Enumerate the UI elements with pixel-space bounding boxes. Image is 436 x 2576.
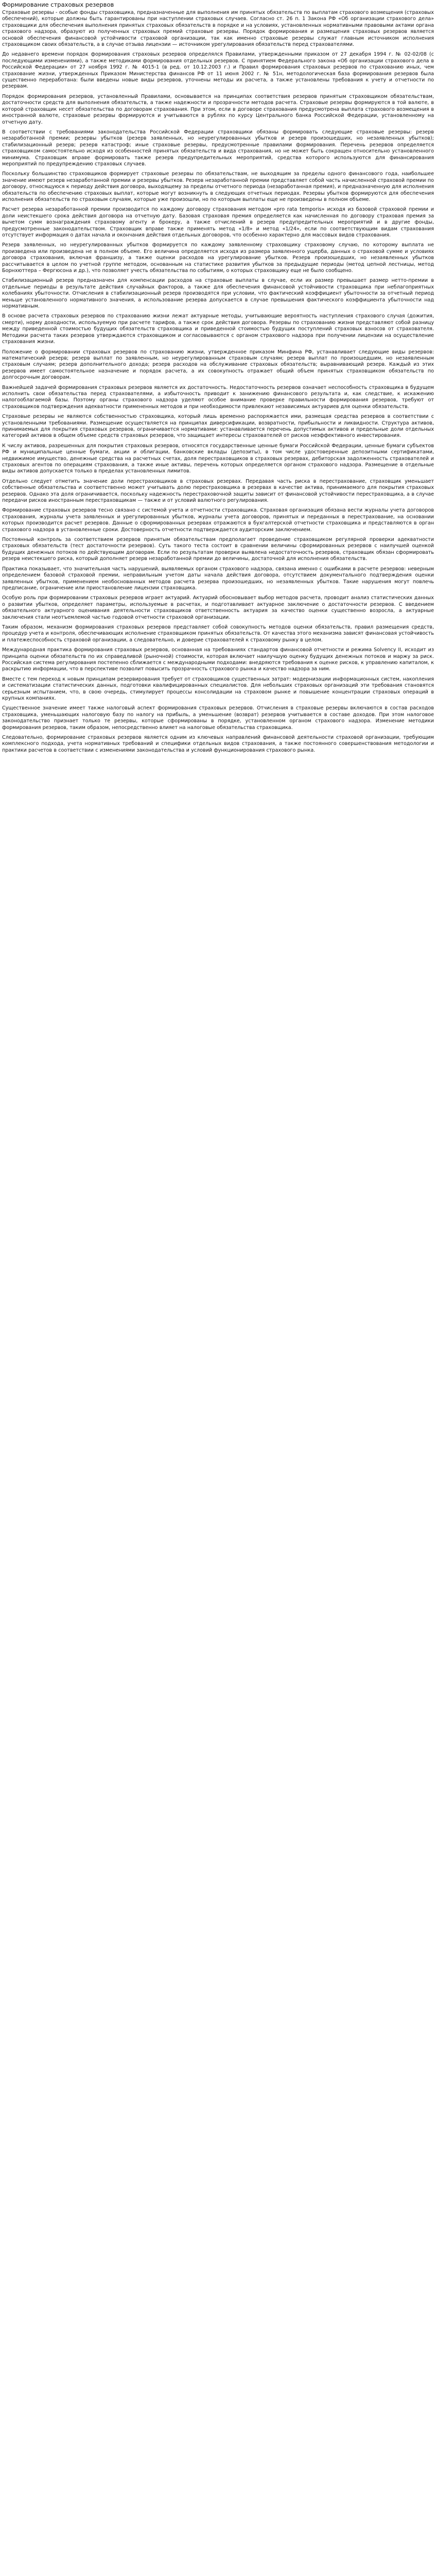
body-paragraph: Резерв заявленных, но неурегулированных убытков формируется по каждому заявленному страховщику страховому случаю, по которому выплата не произведена или произведена не в полном объеме. Его величина определяется исходя из размера заявленного ущерба, данных о страховой сумме и условиях договора страхования, включая франшизу, а также оценки расходов на урегулирование убытков. Резерв произошедших, но незаявленных убытков рассчитывается в целом по учетной группе методом, основанным на статистике развития убытков за предыдущие периоды (метод цепной лестницы, метод Борнхюттера – Фергюсона и др.), что позволяет учесть обязательства по событиям, о которых страховщику еще не было сообщено. — [2, 242, 434, 274]
body-paragraph: Международная практика формирования страховых резервов, основанная на требованиях стандартов финансовой отчетности и режима Solvency II, исходит из принципа оценки обязательств по их справедливой (рыночной) стоимости, которая включает наилучшую оценку будущих денежных потоков и маржу за риск. Российская система регулирования постепенно сближается с международными подходами: внедряются требования к оценке рисков, к управлению капиталом, к раскрытию информации, что в перспективе позволит повысить прозрачность страхового рынка и качество надзора за ним. — [2, 647, 434, 672]
body-paragraph: Отдельно следует отметить значение доли перестраховщиков в страховых резервах. Передавая часть риска в перестрахование, страховщик уменьшает собственные обязательства и соответственно может учитывать долю перестраховщика в резервах в качестве актива, принимаемого для покрытия страховых резервов. Однако эта доля ограничивается, поскольку надежность перестраховочной защиты зависит от финансовой устойчивости перестраховщика, а в случае передачи рисков иностранным перестраховщикам — также и от условий валютного регулирования. — [2, 478, 434, 504]
body-paragraph: Страховые резервы не являются собственностью страховщика, который лишь временно распоряжается ими, размещая средства резервов в соответствии с установленными требованиями. Размещение осуществляется на принципах диверсификации, возвратности, прибыльности и ликвидности. Структура активов, принимаемых для покрытия страховых резервов, ограничивается нормативами: устанавливается перечень допустимых активов и предельные доли отдельных категорий активов в общем объеме средств страховых резервов, что защищает интересы страхователей от рисков неэффективного инвестирования. — [2, 414, 434, 439]
body-paragraph: Положение о формировании страховых резервов по страхованию жизни, утвержденное приказом Минфина РФ, устанавливает следующие виды резервов: математический резерв; резерв выплат по заявленным, но неурегулированным страховым случаям; резерв выплат по произошедшим, но незаявленным страховым случаям; резерв дополнительного дохода; резерв расходов на обслуживание страховых обязательств; выравнивающий резерв. Каждый из этих резервов имеет самостоятельное назначение и порядок расчета, а их совокупность отражает общий объем принятых страховщиком обязательств по долгосрочным договорам. — [2, 349, 434, 381]
body-paragraph: Важнейшей задачей формирования страховых резервов является их достаточность. Недостаточность резервов означает неспособность страховщика в будущем исполнить свои обязательства перед страхователями, а избыточность приводит к занижению финансового результата и, как следствие, к искажению налогооблагаемой базы. Поэтому органы страхового надзора уделяют особое внимание проверке правильности формирования резервов, требуют от страховщиков подтверждения адекватности примененных методов и при необходимости привлекают независимых актуариев для оценки обязательств. — [2, 384, 434, 410]
body-paragraph: Страховые резервы - особые фонды страховщика, предназначенные для выполнения им принятых обязательств по выплатам страхового возмещения (страховых обеспечений), которые должны быть гарантированы при наступлении страховых случаев. Согласно ст. 26 п. 1 Закона РФ «Об организации страхового дела» страховщики для обеспечения выполнения принятых страховых обязательств в порядке и на условиях, установленных нормативными правовыми актами органа страхового надзора, образуют из полученных страховых премий страховые резервы. Порядок формирования и размещения страховых резервов является основой обеспечения финансовой устойчивости страховой организации, так как именно страховые резервы служат главным источником исполнения страховщиком своих обязательств, а в случае отзыва лицензии — источником урегулирования обязательств перед страхователями. — [2, 10, 434, 48]
body-paragraph: До недавнего времени порядок формирования страховых резервов определялся Правилами, утвержденными приказом от 27 декабря 1994 г. № 02-02/08 (с последующими изменениями), а также методиками формирования отдельных резервов. С принятием Федерального закона «Об организации страхового дела в Российской Федерации» от 27 ноября 1992 г. № 4015-1 (в ред. от 10.12.2003 г.) и Правил формирования страховых резервов по страхованию иных, чем страхование жизни, утвержденных Приказом Министерства финансов РФ от 11 июня 2002 г. № 51н, методологическая база формирования резервов была существенно переработана: были введены новые виды резервов, уточнены методы их расчета, а также установлены требования к учету и отчетности по резервам. — [2, 52, 434, 90]
body-paragraph: Постоянный контроль за соответствием резервов принятым обязательствам предполагает проведение страховщиком регулярной проверки адекватности страховых обязательств (тест достаточности резервов). Суть такого теста состоит в сравнении величины сформированных резервов с наилучшей оценкой будущих денежных потоков по действующим договорам. Если по результатам проверки выявлена недостаточность резервов, страховщик обязан сформировать резерв неистекшего риска, который дополняет резерв незаработанной премии до величины, достаточной для исполнения обязательств. — [2, 537, 434, 562]
body-paragraph: К числу активов, разрешенных для покрытия страховых резервов, относятся государственные ценные бумаги Российской Федерации, ценные бумаги субъектов РФ и муниципальные ценные бумаги, акции и облигации, банковские вклады (депозиты), в том числе удостоверенные депозитными сертификатами, недвижимое имущество, денежные средства на расчетных счетах, доля перестраховщиков в страховых резервах, дебиторская задолженность страхователей и страховых агентов по операциям страхования, а также иные активы, перечень которых определяется органом страхового надзора. Размещение в отдельные виды активов допускается только в пределах установленных лимитов. — [2, 443, 434, 474]
body-paragraph: В основе расчета страховых резервов по страхованию жизни лежат актуарные методы, учитывающие вероятность наступления страхового случая (дожития, смерти), норму доходности, используемую при расчете тарифов, а также срок действия договора. Резервы по страхованию жизни представляют собой разницу между приведенной стоимостью будущих обязательств страховщика и приведенной стоимостью будущих поступлений страховых взносов от страхователя. Методики расчета таких резервов утверждаются страховщиком и согласовываются с органом страхового надзора при получении лицензии на осуществление страхования жизни. — [2, 313, 434, 345]
body-paragraph: В соответствии с требованиями законодательства Российской Федерации страховщики обязаны формировать следующие страховые резервы: резерв незаработанной премии; резервы убытков (резерв заявленных, но неурегулированных убытков и резерв произошедших, но незаявленных убытков); стабилизационный резерв; резерв катастроф; иные страховые резервы, предусмотренные правилами формирования. Перечень резервов определяется страховщиком самостоятельно исходя из особенностей принятых обязательств и вида страхования, но не может быть сокращен относительно установленного минимума. Страховщик вправе формировать также резерв предупредительных мероприятий, средства которого используются для финансирования мероприятий по предупреждению страховых случаев. — [2, 129, 434, 167]
body-paragraph: Формирование страховых резервов тесно связано с системой учета и отчетности страховщика. Страховая организация обязана вести журналы учета договоров страхования, журналы учета заявленных и урегулированных убытков, журналы учета договоров, принятых и переданных в перестрахование, на основании которых производится расчет резервов. Данные о сформированных резервах отражаются в бухгалтерской отчетности страховщика и представляются в орган страхового надзора в установленные сроки. Достоверность отчетности подтверждается аудиторским заключением. — [2, 507, 434, 533]
body-paragraph: Порядок формирования резервов, установленный Правилами, основывается на принципах соответствия резервов принятым страховщиком обязательствам, достаточности средств для выполнения обязательств, а также надежности и прозрачности методов расчета. Страховые резервы формируются в той валюте, в которой страховщик несет обязательства по договорам страхования. При этом, если в договоре страхования предусмотрена выплата страхового возмещения в иностранной валюте, страховые резервы формируются и учитываются в рублях по курсу Центрального банка Российской Федерации, установленному на отчетную дату. — [2, 93, 434, 125]
body-paragraph: Практика показывает, что значительная часть нарушений, выявляемых органом страхового надзора, связана именно с ошибками в расчете резервов: неверным определением базовой страховой премии, неправильным учетом даты начала действия договора, отсутствием документального подтверждения оценки заявленных убытков, применением необоснованных методов расчета резерва произошедших, но незаявленных убытков. Такие нарушения могут повлечь предписание, ограничение или приостановление лицензии страховщика. — [2, 566, 434, 591]
body-paragraph: Существенное значение имеет также налоговый аспект формирования страховых резервов. Отчисления в страховые резервы включаются в состав расходов страховщика, уменьшающих налоговую базу по налогу на прибыль, а уменьшение (возврат) резервов учитывается в составе доходов. При этом налоговое законодательство признает только те резервы, которые сформированы в порядке, установленном органом страхового надзора. Изменение методики формирования резервов, таким образом, непосредственно влияет на налоговые обязательства страховщика. — [2, 705, 434, 731]
body-paragraph: Расчет резерва незаработанной премии производится по каждому договору страхования методом «pro rata temporis» исходя из базовой страховой премии и доли неистекшего срока действия договора на отчетную дату. Базовая страховая премия определяется как начисленная по договору страховая премия за вычетом сумм вознаграждения страховому агенту и брокеру, а также отчислений в резерв предупредительных мероприятий и в другие фонды, предусмотренные законодательством. Страховщик вправе также применять метод «1/8» и метод «1/24», если по соответствующим видам страхования отсутствует информация о датах начала и окончания действия отдельных договоров, что особенно характерно для массовых видов страхования. — [2, 207, 434, 238]
body-paragraph: Вместе с тем переход к новым принципам резервирования требует от страховщиков существенных затрат: модернизации информационных систем, накопления и систематизации статистических данных, подготовки квалифицированных специалистов. Для небольших страховых организаций эти требования становятся серьезным испытанием, что, в свою очередь, стимулирует процессы консолидации на страховом рынке и повышение концентрации страховых операций в крупных компаниях. — [2, 676, 434, 701]
body-paragraph: Стабилизационный резерв предназначен для компенсации расходов на страховые выплаты в случае, если их размер превышает размер нетто-премии в отдельные периоды в результате действия случайных факторов, а также для обеспечения финансовой устойчивости страховщика при неблагоприятных колебаниях убыточности. Отчисления в стабилизационный резерв производятся при условии, что фактический коэффициент убыточности за отчетный период меньше установленного нормативного значения, а использование резерва допускается в случае превышения фактического коэффициента убыточности над нормативным. — [2, 278, 434, 310]
document-body — [2, 10, 434, 754]
body-paragraph: Следовательно, формирование страховых резервов является одним из ключевых направлений финансовой деятельности страховой организации, требующим комплексного подхода, учета нормативных требований и специфики отдельных видов страхования, а также постоянного совершенствования методологии и практики расчетов в соответствии с изменениями законодательства и условий функционирования страхового рынка. — [2, 735, 434, 753]
body-paragraph: Таким образом, механизм формирования страховых резервов представляет собой совокупность методов оценки обязательств, правил размещения средств, процедур учета и контроля, обеспечивающих исполнение страховщиком принятых обязательств. От качества этого механизма зависят финансовая устойчивость и платежеспособность страховой организации, а следовательно, и доверие страхователей к страховому рынку в целом. — [2, 624, 434, 643]
body-paragraph: Поскольку большинство страховщиков формирует страховые резервы по обязательствам, не выходящим за пределы одного финансового года, наибольшее значение имеют резерв незаработанной премии и резервы убытков. Резерв незаработанной премии представляет собой часть начисленной страховой премии по договору, относящуюся к периоду действия договора, выходящему за пределы отчетного периода (незаработанная премия), и предназначенную для исполнения обязательств по обеспечению страховых выплат, которые могут возникнуть в следующих отчетных периодах. Резервы убытков формируются для обеспечения исполнения обязательств по страховым случаям, которые уже произошли, но по которым выплаты еще не произведены в полном объеме. — [2, 171, 434, 202]
document-page — [0, 0, 436, 760]
body-paragraph: Особую роль при формировании страховых резервов играет актуарий. Актуарий обосновывает выбор методов расчета, проводит анализ статистических данных о развитии убытков, определяет параметры, используемые в расчетах, и подготавливает актуарное заключение о достаточности резервов. С введением обязательного актуарного оценивания деятельности страховщиков ответственность актуария за качество оценки существенно возросла, а актуарные заключения стали неотъемлемой частью годовой отчетности страховой организации. — [2, 595, 434, 620]
page-title: Формирование страховых резервов — [2, 1, 114, 8]
